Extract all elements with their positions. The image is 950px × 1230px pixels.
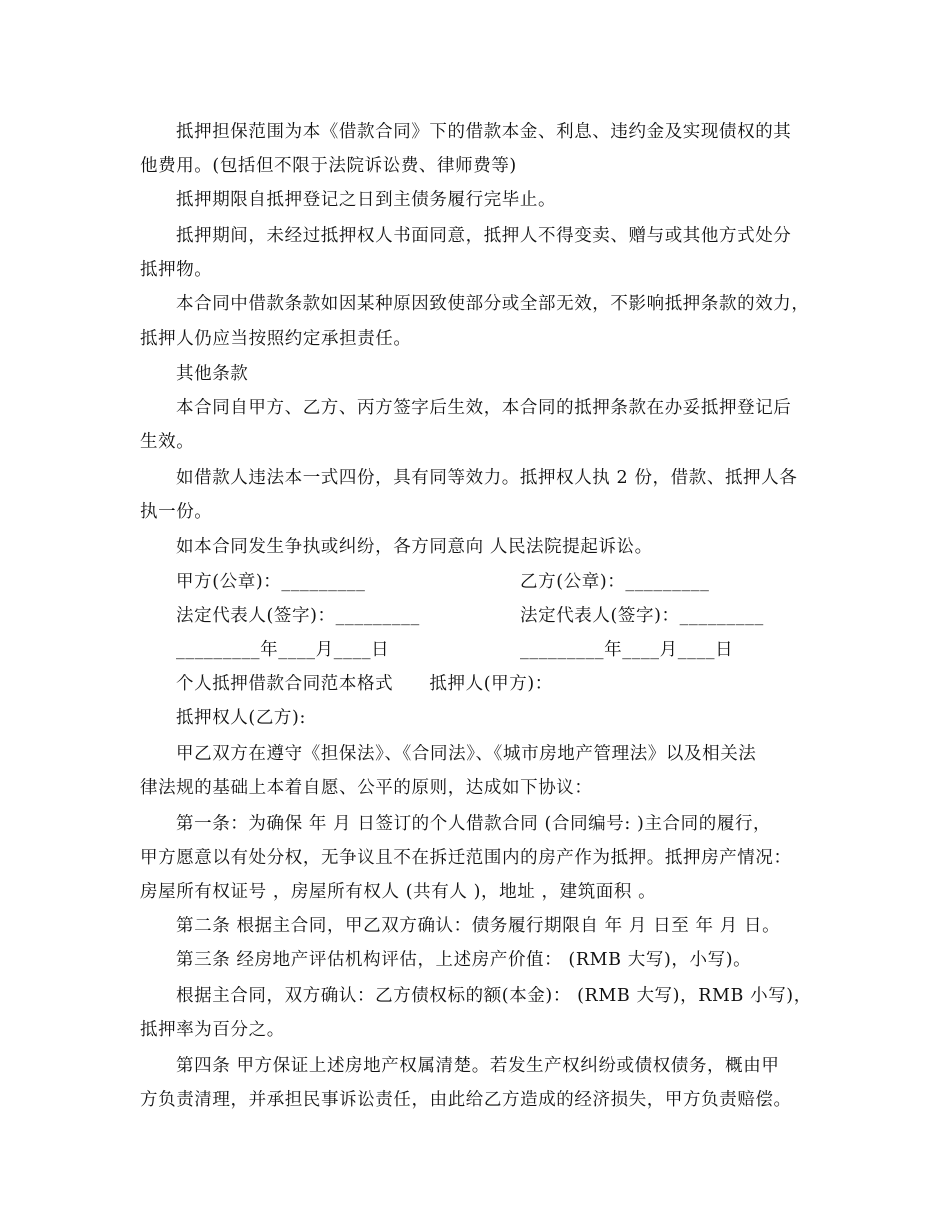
paragraph-line: 律法规的基础上本着自愿、公平的原则，达成如下协议： bbox=[140, 778, 593, 798]
contract-title-line: 个人抵押借款合同范本格式 抵押人(甲方)： bbox=[176, 674, 553, 694]
signature-date-b: _________年____月____日 bbox=[520, 640, 734, 660]
paragraph-line: 第一条：为确保 年 月 日签订的个人借款合同 (合同编号: )主合同的履行， bbox=[176, 814, 772, 834]
paragraph-line: 房屋所有权证号 ，房屋所有权人 (共有人 )，地址 ，建筑面积 。 bbox=[140, 882, 657, 902]
section-heading: 其他条款 bbox=[176, 364, 249, 384]
paragraph-line: 抵押期间，未经过抵押权人书面同意，抵押人不得变卖、赠与或其他方式处分 bbox=[176, 226, 792, 246]
paragraph-line: 本合同中借款条款如因某种原因致使部分或全部无效，不影响抵押条款的效力， bbox=[176, 294, 810, 314]
paragraph-line: 抵押人仍应当按照约定承担责任。 bbox=[140, 329, 412, 349]
paragraph-line: 抵押物。 bbox=[140, 260, 213, 280]
paragraph-line: 生效。 bbox=[140, 432, 195, 452]
signature-party-b: 乙方(公章)：_________ bbox=[520, 572, 710, 592]
paragraph-line: 抵押担保范围为本《借款合同》下的借款本金、利息、违约金及实现债权的其 bbox=[176, 122, 792, 142]
paragraph-line: 甲乙双方在遵守《担保法》、《合同法》、《城市房地产管理法》以及相关法 bbox=[176, 744, 757, 764]
paragraph-line: 第四条 甲方保证上述房地产权属清楚。若发生产权纠纷或债权债务，概由甲 bbox=[176, 1056, 780, 1076]
paragraph-line: 抵押期限自抵押登记之日到主债务履行完毕止。 bbox=[176, 190, 557, 210]
signature-rep-a: 法定代表人(签字)：_________ bbox=[176, 606, 420, 626]
signature-party-a: 甲方(公章)：_________ bbox=[176, 572, 366, 592]
paragraph-line: 如借款人违法本一式四份，具有同等效力。抵押权人执 2 份，借款、抵押人各 bbox=[176, 468, 798, 488]
signature-date-a: _________年____月____日 bbox=[176, 640, 390, 660]
paragraph-line: 他费用。(包括但不限于法院诉讼费、律师费等) bbox=[140, 156, 517, 176]
paragraph-line: 如本合同发生争执或纠纷，各方同意向 人民法院提起诉讼。 bbox=[176, 537, 653, 557]
paragraph-line: 第三条 经房地产评估机构评估，上述房产价值： (RMB 大写)，小写)。 bbox=[176, 950, 752, 970]
paragraph-line: 抵押率为百分之。 bbox=[140, 1020, 285, 1040]
paragraph-line: 抵押权人(乙方): bbox=[176, 708, 306, 728]
paragraph-line: 甲方愿意以有处分权，无争议且不在拆迁范围内的房产作为抵押。抵押房产情况： bbox=[140, 848, 792, 868]
paragraph-line: 本合同自甲方、乙方、丙方签字后生效，本合同的抵押条款在办妥抵押登记后 bbox=[176, 398, 792, 418]
paragraph-line: 执一份。 bbox=[140, 502, 213, 522]
paragraph-line: 方负责清理，并承担民事诉讼责任，由此给乙方造成的经济损失，甲方负责赔偿。 bbox=[140, 1090, 792, 1110]
signature-rep-b: 法定代表人(签字)：_________ bbox=[520, 606, 764, 626]
paragraph-line: 根据主合同，双方确认：乙方债权标的额(本金)： (RMB 大写)，RMB 小写)， bbox=[176, 986, 812, 1006]
paragraph-line: 第二条 根据主合同，甲乙双方确认：债务履行期限自 年 月 日至 年 月 日。 bbox=[176, 916, 781, 936]
